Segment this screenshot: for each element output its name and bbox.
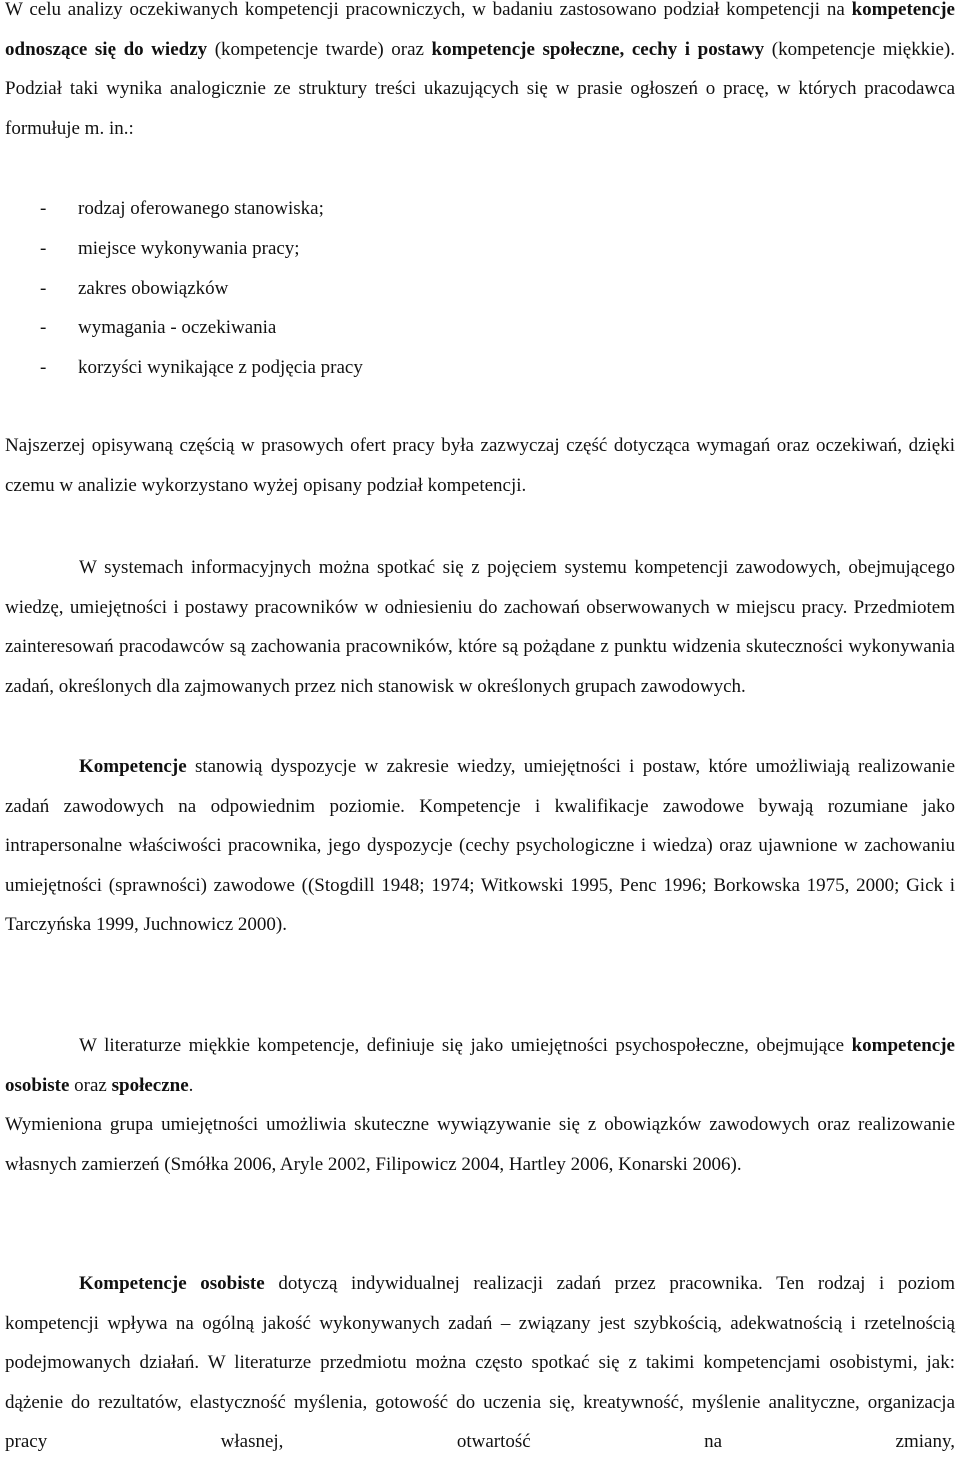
list-item: - zakres obowiązków	[40, 277, 229, 299]
paragraph-wymieniona-grupa: Wymieniona grupa umiejętności umożliwia skuteczne wywiązywanie się z obowiązków zawodowych oraz realizowanie własnych zamierzeń (Smółka 2006, Aryle 2002, Filipowicz 2004, Hartley 2006, Konarski 2006).	[5, 1114, 955, 1175]
job-ad-elements-list	[40, 189, 363, 388]
list-item: - korzyści wynikające z podjęcia pracy	[40, 357, 363, 379]
list-item: - miejsce wykonywania pracy;	[40, 237, 300, 259]
intro-paragraph: W celu analizy oczekiwanych kompetencji pracowniczych, w badaniu zastosowano podział kompetencji na kompetencje odnoszące się do wiedzy (kompetencje twarde) oraz kompetencje społeczne, cechy i postawy (kompetencje miękkie). Podział taki wynika analogicznie ze struktury treści ukazujących się w prasie ogłoszeń o pracę, w których pracodawca formułuje m. in.:	[5, 0, 955, 139]
emphasis-kompetencje-osobiste-lead: Kompetencje osobiste	[79, 1273, 265, 1294]
paragraph-systemy-informacyjne: W systemach informacyjnych można spotkać się z pojęciem systemu kompetencji zawodowych, obejmującego wiedzę, umiejętności i postawy pracowników w odniesieniu do zachowań obserwowanych w miejscu pracy. Przedmiotem zainteresowań pracodawców są zachowania pracowników, które są pożądane z punktu widzenia skuteczności wykonywania zadań, określonych dla zajmowanych przez nich stanowisk w określonych grupach zawodowych.	[5, 557, 955, 697]
list-item: - rodzaj oferowanego stanowiska;	[40, 198, 324, 219]
paragraph-literatura-miekkie: W literaturze miękkie kompetencje, definiuje się jako umiejętności psychospołeczne, obejmujące kompetencje osobiste oraz społeczne.	[5, 1035, 955, 1096]
emphasis-hard-competences: kompetencje odnoszące się do wiedzy	[5, 0, 955, 60]
paragraph-kompetencje-definicja: Kompetencje stanowią dyspozycje w zakresie wiedzy, umiejętności i postaw, które umożliwiają realizowanie zadań zawodowych na odpowiednim poziomie. Kompetencje i kwalifikacje zawodowe bywają rozumiane jako intrapersonalne właściwości pracownika, jego dyspozycje (cechy psychologiczne i wiedza) oraz ujawnione w zachowaniu umiejętności (sprawności) zawodowe ((Stogdill 1948; 1974; Witkowski 1995, Penc 1996; Borkowska 1975, 2000; Gick i Tarczyńska 1999, Juchnowicz 2000).	[5, 756, 955, 936]
emphasis-spoleczne: społeczne	[111, 1074, 189, 1096]
emphasis-kompetencje-osobiste: kompetencje osobiste	[5, 1035, 955, 1096]
emphasis-kompetencje: Kompetencje	[79, 756, 187, 777]
paragraph-kompetencje-osobiste: Kompetencje osobiste dotyczą indywidualnej realizacji zadań przez pracownika. Ten rodzaj i poziom kompetencji wpływa na ogólną jakość wykonywanych zadań – związany jest szybkością, adekwatnością i rzetelnością podejmowanych działań. W literaturze przedmiotu można często spotkać się z takimi kompetencjami osobistymi, jak: dążenie do rezultatów, elastyczność myślenia, gotowość do uczenia się, kreatywność, myślenie analityczne, organizacja pracy własnej, otwartość na zmiany,	[5, 1273, 955, 1453]
emphasis-soft-competences: kompetencje społeczne, cechy i postawy	[431, 38, 765, 60]
list-item: - wymagania - oczekiwania	[40, 317, 277, 339]
paragraph-najszerzej: Najszerzej opisywaną częścią w prasowych ofert pracy była zazwyczaj część dotycząca wymagań oraz oczekiwań, dzięki czemu w analizie wykorzystano wyżej opisany podział kompetencji.	[5, 435, 955, 496]
